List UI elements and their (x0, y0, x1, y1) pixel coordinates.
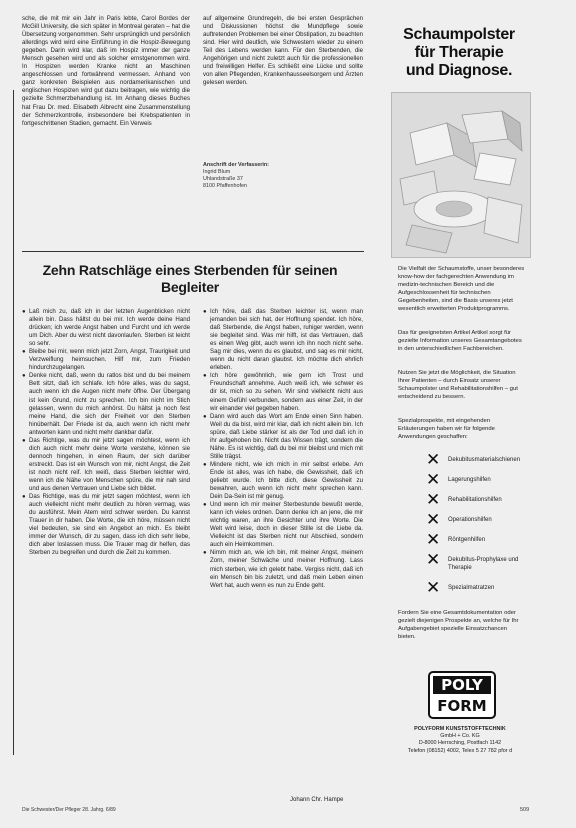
list-item: ● Nimm mich an, wie ich bin, mit meiner Angst, meinem Zorn, meiner Schwäche und meiner Hoffnung. Lass mich sterben, wie ich gelebt habe. Vergiss nicht, daß ich ein Mensch bin bis zuletzt, und daß mein Leben einen Wert hat, auch wenn es nun zu Ende geht. (203, 549, 363, 589)
cross-check-icon: ✕ (426, 490, 441, 510)
cross-check-icon: ✕ (426, 578, 441, 598)
book-review-column-1: sche, die mit mir ein Jahr in Paris lebte, Carol Bordes der McGill University, die sich später in Montreal geraten – hat die Übersetzung vorgenommen. Sehr ursprünglich und persönlich allerdings wird wird eine Einführung in die Hospiz-Bewegung gegeben. Darin wird klar, daß im Hospiz immer der ganze Mensch gesehen wird und als solcher ernstgenommen wird. In Hospizen werden Kranke nicht an Maschinen angeschlossen und fortwährend vermessen. Anhand von ganz konkreten Beispielen aus nordamerikanischen und englischen Hospizen wird gut dazu beitragen, wie wichtig die gezielte Schmerzbehandlung ist. Im Anhang dieses Buches hat Frau Dr. med. Elisabeth Albrecht eine Zusammenstellung der Schmerzkontrolle, insbesondere bei Krebspatienten in fortgeschrittenen Stadien, gemacht. Ein Verweis (22, 15, 190, 127)
cross-check-icon: ✕ (426, 510, 441, 530)
checklist-item: ✕ Spezialmatratzen (426, 578, 495, 598)
list-item: ● Mindere nicht, wie ich mich in mir selbst erlebe. Am Ende ist alles, was ich habe, die Gewissheit, daß ich geliebt wurde. Ich bitte dich, diese Gewissheit zu bewahren, auch wenn ich nicht mehr sprechen kann. Dein Da-Sein ist mir genug. (203, 460, 363, 501)
ad-call-to-action: Fordern Sie eine Gesamtdokumentation oder gezielt diejenigen Prospekte an, welche für Ihr Aufgabengebiet spezielle Einsatzchancen bieten. (398, 610, 519, 640)
page-number: 509 (520, 807, 530, 813)
checklist-item: ✕ Lagerungshilfen (426, 470, 491, 490)
article-column-2 (203, 308, 363, 740)
author-line: 8100 Pfaffenhofen (203, 183, 247, 189)
checklist-item: ✕ Dekubitus-Prophylaxe und Therapie (426, 550, 519, 571)
ad-paragraph: Spezialprospekte, mit eingehenden Erläuterungen haben wir für folgende Anwendungen geschaffen: (398, 418, 495, 440)
company-line: GmbH + Co. KG (440, 733, 480, 740)
ad-paragraph: Das für geeignetsten Artikel Artikel sorgt für gezielte Information unseres Gesamtangebotes in den unterschiedlichen Fachbereichen. (398, 330, 522, 352)
author-line: Uhlandstraße 37 (203, 176, 243, 182)
article-signature: Johann Chr. Hampe (290, 797, 344, 803)
list-item: ● Laß mich zu, daß ich in der letzten Augenblicken nicht allein bin. Dass hältst du bei mir. Ich werde deine Hand drücken; ich werde Angst haben und Furcht und ich werde um Dich. Aber du wirst nicht davonlaufen. Sterben ist leicht so sehr. (22, 308, 190, 348)
article-column-1 (22, 308, 190, 802)
foam-cushions-photo (391, 92, 531, 258)
cross-check-icon: ✕ (426, 450, 441, 470)
checklist-item: ✕ Rehabilitationshilfen (426, 490, 502, 510)
list-item: ● Bleibe bei mir, wenn mich jetzt Zorn, Angst, Traurigkeit und Verzweiflung heimsuchen. Hilf mir, zum Frieden hindurchzugelangen. (22, 348, 190, 372)
list-item: ● Denke nicht, daß, wenn du ratlos bist und du bei meinem Bett sitzt, daß ich schlafe. Ich höre alles, was du sagst, auch wenn ich die Augen nicht mehr öffne. Der Übergang ist kein Grund, nicht zu sprechen. Ich bin nicht im Stich gelassen, wenn du mich anhörst. Du hältst ja noch fest meine Hand, die sich der Freiheit vor den Sterben hinüberhält. Der Friede ist da, auch wenn ich nicht mehr antworten kann und nicht mehr dankbar dafür. (22, 372, 190, 436)
article-headline: Zehn Ratschläge eines Sterbenden für seinen Begleiter (42, 262, 338, 295)
cross-check-icon: ✕ (426, 470, 441, 490)
page-footer-issue: Die Schwester/Der Pfleger 28. Jahrg. 6/89 (22, 807, 116, 813)
list-item: ● Ich höre gewöhnlich, wie gern ich Trost und Freundschaft annehme. Auch weiß ich, wie schwer es dir ist, mich so zu sehen. Wir sind vielleicht nicht aus einem Gefühl verbunden, sondern aus einer Zeit, in der wir einander viel gegeben haben. (203, 372, 363, 412)
checklist-item: ✕ Operationshilfen (426, 510, 492, 530)
checklist-item: ✕ Dekubitusmaterialschienen (426, 450, 521, 470)
ad-title: Schaumpolster für Therapie und Diagnose. (403, 26, 515, 79)
cross-check-icon: ✕ (426, 550, 441, 570)
list-item: ● Dann wird auch das Wort am Ende einen Sinn haben. Weil du da bist, wird mir klar, daß ich nicht allein bin. Ich spüre, daß Liebe stärker ist als der Tod und daß ich in ihr aufgehoben bin. Nicht das Wissen trägt, sondern die Nähe. Es ist wichtig, daß du bei mir bleibst und mich mit Stille trägst. (203, 412, 363, 460)
company-address (389, 726, 531, 755)
company-name: POLYFORM KUNSTSTOFFTECHNIK (414, 726, 506, 732)
ad-intro: Die Vielfalt der Schaumstoffe, unser besonderes know-how der fachgerechten Anwendung im medizin-technischen Bereich und die Aufgeschlossenheit für technischen Gegebenheiten, sind die Basis unseres jetzt wesentlich erweiterten Produktprogramms. (398, 266, 525, 312)
author-address (203, 162, 363, 190)
cross-check-icon: ✕ (426, 530, 441, 550)
list-item: ● Das Richtige, was du mir jetzt sagen möchtest, wenn ich auch vielleicht nicht mehr deutlich zu hören vermag, was du ausführst. Mein Atem wird schwer werden. Du kannst Trauer in dir haben. Die Worte, die ich höre, müssen nicht viel bedeuten, sie sind ein Angebot an mich. Es bleibt immer der Wunsch, dir zu sagen, dass ich dich sehr liebe, dich aber loslassen muss. Die Trauer mag dir helfen, das Sterben zu begreifen und durch die Zeit zu kommen. (22, 493, 190, 557)
checklist-item: ✕ Röntgenhilfen (426, 530, 486, 550)
section-divider (22, 251, 364, 252)
book-review-column-2: auf allgemeine Grundregeln, die bei ersten Gesprächen und Diskussionen höchst die Mundpflege sowie auftretenden Problemen bei einer Obstipation, zu beachten sind. Hier wird deutlich, wie Schwestern wieder zu einem Teil des Lebens werden kann. Für den Sterbenden, die Angehörigen und nicht zuletzt auch für die professionellen und freiwilligen Helfer. Es schließt eine Lücke und sollte von allen Pflegenden, Krankenhausseelsorgern und Ärzten gelesen werden. (203, 15, 363, 87)
company-line: D-8000 Herrsching, Postfach 1142 (418, 740, 502, 747)
ad-paragraph: Nutzen Sie jetzt die Möglichkeit, die Situation Ihrer Patienten – durch Einsatz unserer Schaumpolster und Rehabilitationshilfen – gut entscheidend zu bessern. (398, 370, 518, 400)
left-margin-rule (13, 90, 14, 755)
list-item: ● Das Richtige, was du mir jetzt sagen möchtest, wenn ich dich auch nicht mehr deine Worte verstehe, können sie dennoch hingehen, in einen Raum, der sich darüber erstreckt. Das ist ein Wunsch von mir, nicht Angst, die Zeit ist noch nicht reif. Ich weiß, dass Sterben leichter wird, wenn ich die Nähe von Menschen spüre, die mir nah sind und aus denen Vertrauen und Liebe sich bildet. (22, 436, 190, 493)
polyform-advertisement (381, 14, 537, 804)
list-item: ● Ich höre, daß das Sterben leichter ist, wenn man jemanden bei sich hat, der Hoffnung spendet. Ich höre, daß Sterbende, die Angst haben, ruhiger werden, wenn sie begleitet sind. Was mir hilft, ist das Vertrauen, daß es einen Weg gibt, auch wenn ich ihn noch nicht sehe. Sag mir dies, wenn du es glaubst, und sag es mir nicht, wenn du nicht daran glaubst. Ich möchte dich ehrlich erleben. (203, 308, 363, 372)
list-item: ● Und wenn ich mir meiner Sterbestunde bewußt werde, kann ich vieles ordnen. Dann denke ich an jene, die mir wichtig waren, an ihre Gesichter und ihre Worte. Die Welt wird leise, doch in dieser Stille ist die Liebe da. Vielleicht ist das Sterben nicht nur Abschied, sondern auch ein Heimkommen. (203, 501, 363, 549)
author-label: Anschrift der Verfasserin: (203, 162, 269, 168)
author-line: Ingrid Blum (203, 169, 231, 175)
svg-text:FORM: FORM (437, 697, 487, 715)
polyform-logo (425, 671, 499, 719)
svg-text:POLY: POLY (441, 676, 483, 694)
company-line: Telefon (08152) 4002, Telex 5 27 782 pfor d (407, 747, 513, 754)
